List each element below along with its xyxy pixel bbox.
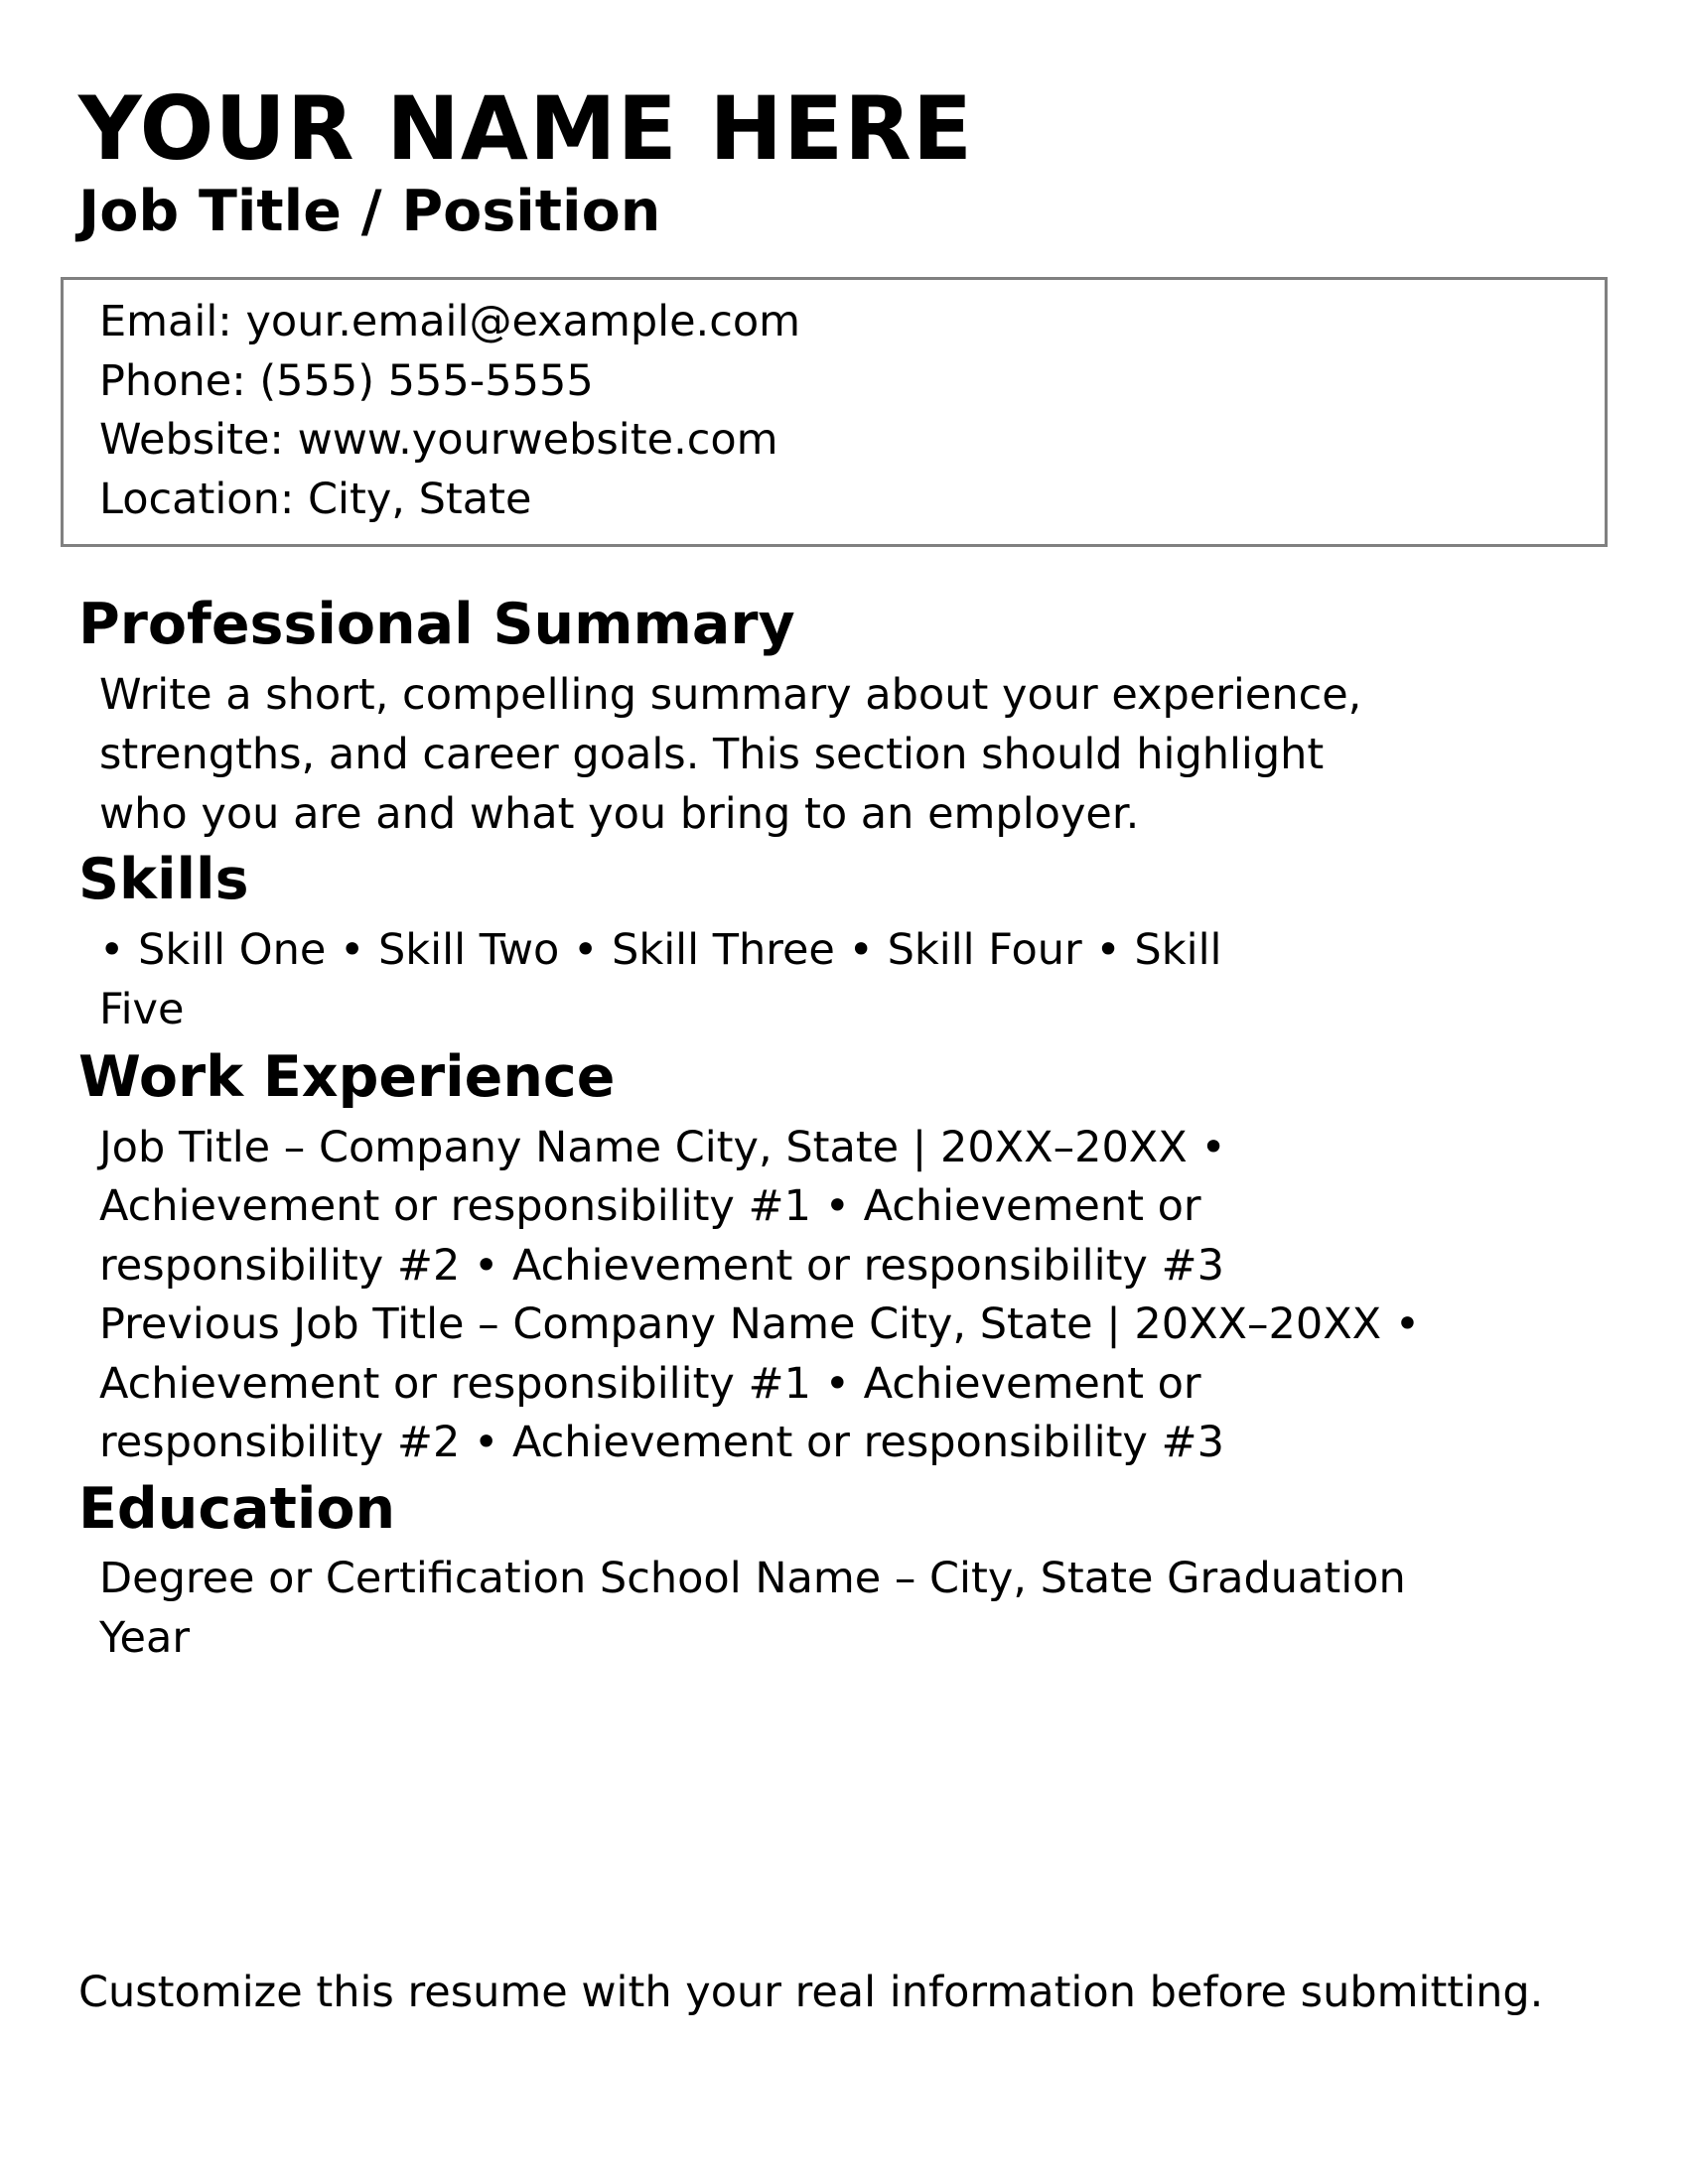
summary-line: Write a short, compelling summary about your experience, bbox=[99, 670, 1362, 720]
experience-line: responsibility #2 • Achievement or responsibility #3 bbox=[99, 1241, 1224, 1291]
experience-heading: Work Experience bbox=[78, 1044, 616, 1110]
contact-website: Website: www.yourwebsite.com bbox=[99, 415, 778, 465]
footer-note: Customize this resume with your real information before submitting. bbox=[78, 1968, 1544, 2017]
skills-heading: Skills bbox=[78, 847, 249, 912]
summary-heading: Professional Summary bbox=[78, 592, 795, 657]
experience-line: responsibility #2 • Achievement or responsibility #3 bbox=[99, 1418, 1224, 1467]
experience-line: Achievement or responsibility #1 • Achievement or bbox=[99, 1359, 1201, 1409]
contact-email: Email: your.email@example.com bbox=[99, 297, 801, 346]
skills-line: Five bbox=[99, 985, 185, 1034]
education-heading: Education bbox=[78, 1476, 396, 1542]
summary-line: strengths, and career goals. This section should highlight bbox=[99, 730, 1325, 779]
summary-line: who you are and what you bring to an employer. bbox=[99, 789, 1140, 839]
experience-line: Job Title – Company Name City, State | 20XX–20XX • bbox=[99, 1123, 1226, 1172]
education-line: Year bbox=[99, 1613, 191, 1663]
contact-location: Location: City, State bbox=[99, 475, 532, 524]
experience-line: Previous Job Title – Company Name City, State | 20XX–20XX • bbox=[99, 1299, 1421, 1349]
skills-line: • Skill One • Skill Two • Skill Three • Skill Four • Skill bbox=[99, 925, 1222, 975]
education-line: Degree or Certification School Name – City, State Graduation bbox=[99, 1554, 1406, 1603]
resume-name: YOUR NAME HERE bbox=[78, 77, 973, 180]
contact-phone: Phone: (555) 555-5555 bbox=[99, 356, 594, 406]
job-title: Job Title / Position bbox=[78, 179, 661, 244]
experience-line: Achievement or responsibility #1 • Achievement or bbox=[99, 1181, 1201, 1231]
